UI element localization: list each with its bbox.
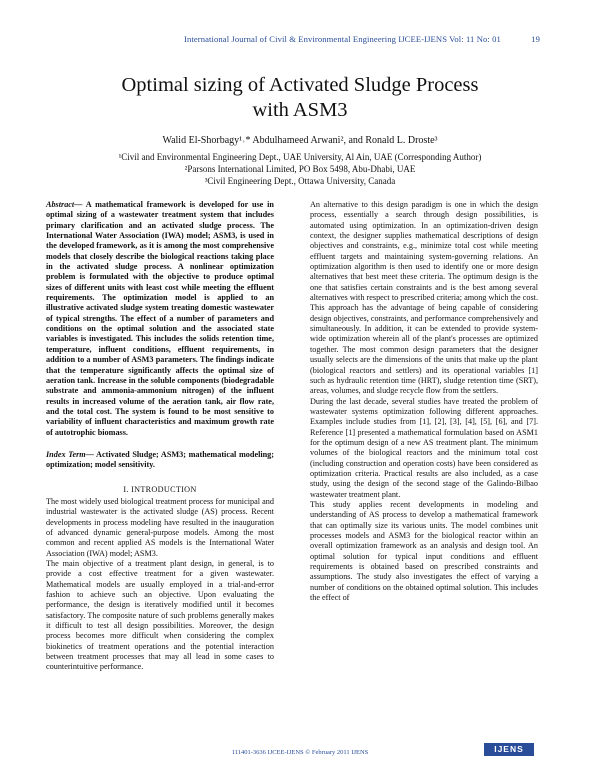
journal-name: International Journal of Civil & Environmental Engineering IJCEE-IJENS Vol: 11 No: 01 bbox=[183, 34, 501, 44]
left-column bbox=[46, 200, 274, 673]
title-line-2: with ASM3 bbox=[252, 99, 348, 121]
intro-paragraph-1: The most widely used biological treatment process for municipal and industrial wastewater is the activated sludge (AS) process. Recent developments in process modeling have resulted in the inauguration of advanced dynamic general-purpose models. Among the most common and recent applied AS models is the International Water Association (IWA) model; ASM3. bbox=[46, 496, 274, 558]
index-terms bbox=[46, 450, 274, 471]
right-column bbox=[310, 200, 538, 603]
affiliation-2: ²Parsons International Limited, PO Box 5498, Abu-Dhabi, UAE bbox=[184, 164, 416, 174]
footer-text: 111401-3636 IJCEE-IJENS © February 2011 IJENS bbox=[231, 749, 369, 756]
intro-paragraph-2: The main objective of a treatment plant design, in general, is to provide a cost effective treatment for a given wastewater. Mathematical models are usually employed in a trial-and-error fashion to achieve such an objective. Upon evaluating the performance, the design is iteratively modified until it becomes satisfactory. The composite nature of such problems generally makes it difficult to test all design possibilities. Moreover, the design process becomes more difficult when considering the complex biokinetics of treatment operations and the potential interaction between treatment processes that may all lead in some cases to counterintuitive performance. bbox=[46, 559, 274, 672]
journal-header bbox=[60, 34, 540, 44]
page-number: 19 bbox=[531, 34, 540, 44]
affiliation-3: ³Civil Engineering Dept., Ottawa University, Canada bbox=[204, 176, 396, 186]
abstract bbox=[46, 200, 274, 438]
body-paragraph-1: An alternative to this design paradigm is one in which the design process, essentially a search through design possibilities, is automated using optimization. In an optimization-driven design context, the designer supplies mathematical descriptions of design objectives and constraints, e.g., minimize total cost while meeting effluent targets and maintaining system-governing relations. An optimization algorithm is then used to identify one or more design alternatives that best meet these criteria. The optimum design is the one that satisfies certain constraints and is the best among several alternatives with respect to prescribed criteria; among which the cost. This approach has the advantage of being capable of considering design objectives, constraints, and performance comprehensively and simultaneously. In addition, it can be extended to provide system-wide optimization wherein all of the plant's processes are optimized together. The most common design parameters that the designer usually selects are the dimensions of the units that make up the plant (biological reactors and settlers) and its operational variables [1] such as hydraulic retention time (HRT), sludge retention time (SRT), areas, volumes, and sludge recycle flow from the settlers. bbox=[310, 200, 538, 396]
abstract-text: — A mathematical framework is developed for use in optimal sizing of a wastewater treatment system that includes primary clarification and an activated sludge process. The International Water Association (IWA) model; ASM3, is used in the developed framework, as it is among the most comprehensive models that closely describe the biological reactions taking place in the activated sludge process. A nonlinear optimization problem is formulated with the objective to produce optimal sizes of different units with least cost while meeting the effluent requirements. The optimization model is applied to an illustrative activated sludge system treating domestic wastewater of typical strengths. The effect of a number of parameters and conditions on the optimal solution and the associated state variables is investigated. This includes the solids retention time, temperature, influent conditions, effluent requirements, in addition to a number of ASM3 parameters. The findings indicate that the temperature significantly affects the optimal size of aeration tank. Increase in the soluble components (biodegradable substrate and ammonia-ammonium nitrogen) of the influent results in increased volume of the aeration tank, air flow rate, and the total cost. The system is found to be most sensitive to variability of influent characteristics and maximum growth rate of autotrophic biomass. bbox=[46, 200, 274, 437]
paper-title bbox=[60, 73, 540, 123]
affiliation-1: ¹Civil and Environmental Engineering Dept., UAE University, Al Ain, UAE (Corresponding Author) bbox=[118, 152, 482, 162]
index-terms-text: — Activated Sludge; ASM3; mathematical modeling; optimization; model sensitivity. bbox=[46, 449, 275, 470]
section-heading-introduction: I. INTRODUCTION bbox=[123, 484, 197, 494]
title-line-1: Optimal sizing of Activated Sludge Process bbox=[121, 74, 479, 96]
body-paragraph-2: During the last decade, several studies have treated the problem of wastewater systems optimization following different approaches. Examples include studies from [1], [2], [3], [4], [5], [6], and [7]. Reference [1] presented a mathematical formulation based on ASM1 for the optimum design of a new AS treatment plant. The minimum volumes of the biological reactors and the minimum total cost (including construction and operation costs) have been considered as optimization criteria. Practical results are also included, as a case study, using the design of the second stage of the Galindo-Bilbao wastewater treatment plant. bbox=[310, 396, 538, 499]
abstract-label: Abstract bbox=[46, 200, 75, 209]
index-terms-label: Index Term bbox=[46, 449, 86, 459]
body-paragraph-3: This study applies recent developments in modeling and understanding of AS process to develop a mathematical framework that can optimally size its various units. The model combines unit processes models and ASM3 for the biological reactor within an overall optimization framework as an analysis and design tool. An optimal solution for typical input conditions and effluent requirements is obtained based on prescribed constraints and assumptions. The study also investigates the effect of varying a number of conditions on the obtained optimal solution. This includes the effect of bbox=[310, 499, 538, 603]
author-list: Walid El-Shorbagy¹˒* Abdulhameed Arwani², and Ronald L. Droste³ bbox=[162, 135, 438, 146]
ijens-logo: IJENS bbox=[484, 743, 534, 756]
